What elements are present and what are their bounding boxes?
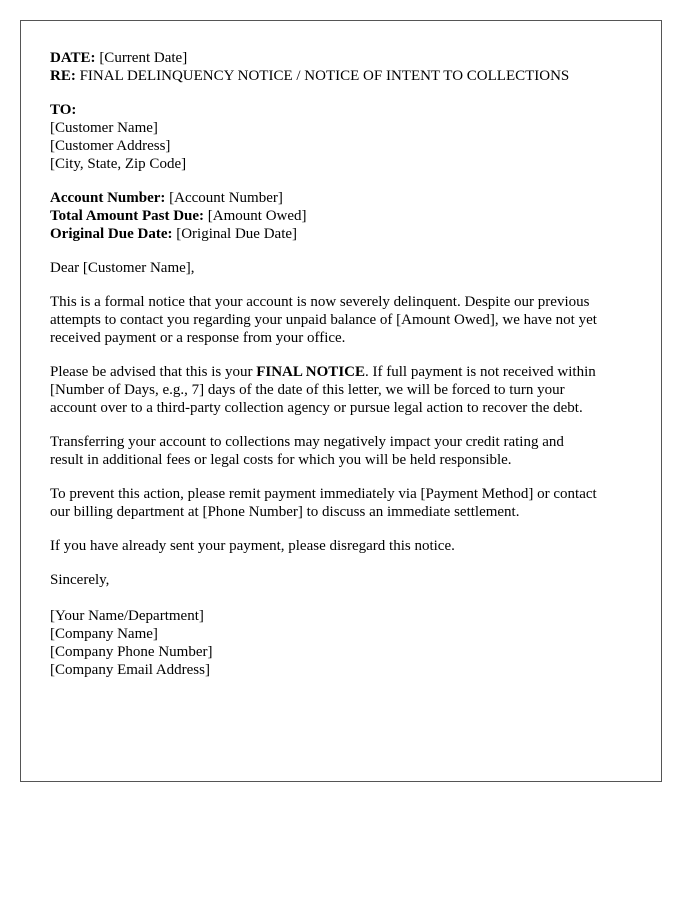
signature-email: [Company Email Address] xyxy=(50,662,210,678)
paragraph-5: If you have already sent your payment, please disregard this notice. xyxy=(50,538,455,554)
paragraph-2-line-2: [Number of Days, e.g., 7] days of the date of this letter, we will be forced to turn your xyxy=(50,382,565,398)
closing: Sincerely, xyxy=(50,572,110,588)
signature-name: [Your Name/Department] xyxy=(50,608,204,624)
past-due-line xyxy=(50,207,650,225)
due-date-label: Original Due Date: xyxy=(50,226,173,242)
paragraph-1-line-3: received payment or a response from your office. xyxy=(50,330,346,346)
signature-company: [Company Name] xyxy=(50,626,158,642)
letter-page xyxy=(20,20,662,782)
past-due-label: Total Amount Past Due: xyxy=(50,208,205,224)
past-due-value: [Amount Owed] xyxy=(207,208,307,224)
to-label: TO: xyxy=(50,102,77,118)
account-number-label: Account Number: xyxy=(50,190,166,206)
paragraph-3-line-1: Transferring your account to collections may negatively impact your credit rating and xyxy=(50,434,564,450)
letter-content xyxy=(50,49,650,679)
final-notice-emphasis: FINAL NOTICE xyxy=(256,364,365,380)
account-number-line xyxy=(50,189,650,207)
paragraph-1-line-1: This is a formal notice that your account is now severely delinquent. Despite our previous xyxy=(50,294,590,310)
paragraph-2-line-1: Please be advised that this is your FINAL NOTICE. If full payment is not received within xyxy=(50,364,596,380)
salutation: Dear [Customer Name], xyxy=(50,260,195,276)
due-date-line xyxy=(50,225,650,243)
account-number-value: [Account Number] xyxy=(169,190,283,206)
recipient-city-state-zip: [City, State, Zip Code] xyxy=(50,156,187,172)
date-line xyxy=(50,49,650,67)
paragraph-3-line-2: result in additional fees or legal costs for which you will be held responsible. xyxy=(50,452,512,468)
date-value: [Current Date] xyxy=(99,50,188,66)
re-value: FINAL DELINQUENCY NOTICE / NOTICE OF INTENT TO COLLECTIONS xyxy=(79,68,570,84)
date-label: DATE: xyxy=(50,50,96,66)
paragraph-1-line-2: attempts to contact you regarding your unpaid balance of [Amount Owed], we have not yet xyxy=(50,312,597,328)
paragraph-4-line-2: our billing department at [Phone Number] to discuss an immediate settlement. xyxy=(50,504,520,520)
re-label: RE: xyxy=(50,68,76,84)
paragraph-2-line-3: account over to a third-party collection agency or pursue legal action to recover the debt. xyxy=(50,400,583,416)
recipient-address: [Customer Address] xyxy=(50,138,171,154)
due-date-value: [Original Due Date] xyxy=(176,226,298,242)
paragraph-4-line-1: To prevent this action, please remit payment immediately via [Payment Method] or contact xyxy=(50,486,597,502)
subject-line xyxy=(50,67,650,85)
signature-phone: [Company Phone Number] xyxy=(50,644,213,660)
recipient-name: [Customer Name] xyxy=(50,120,158,136)
